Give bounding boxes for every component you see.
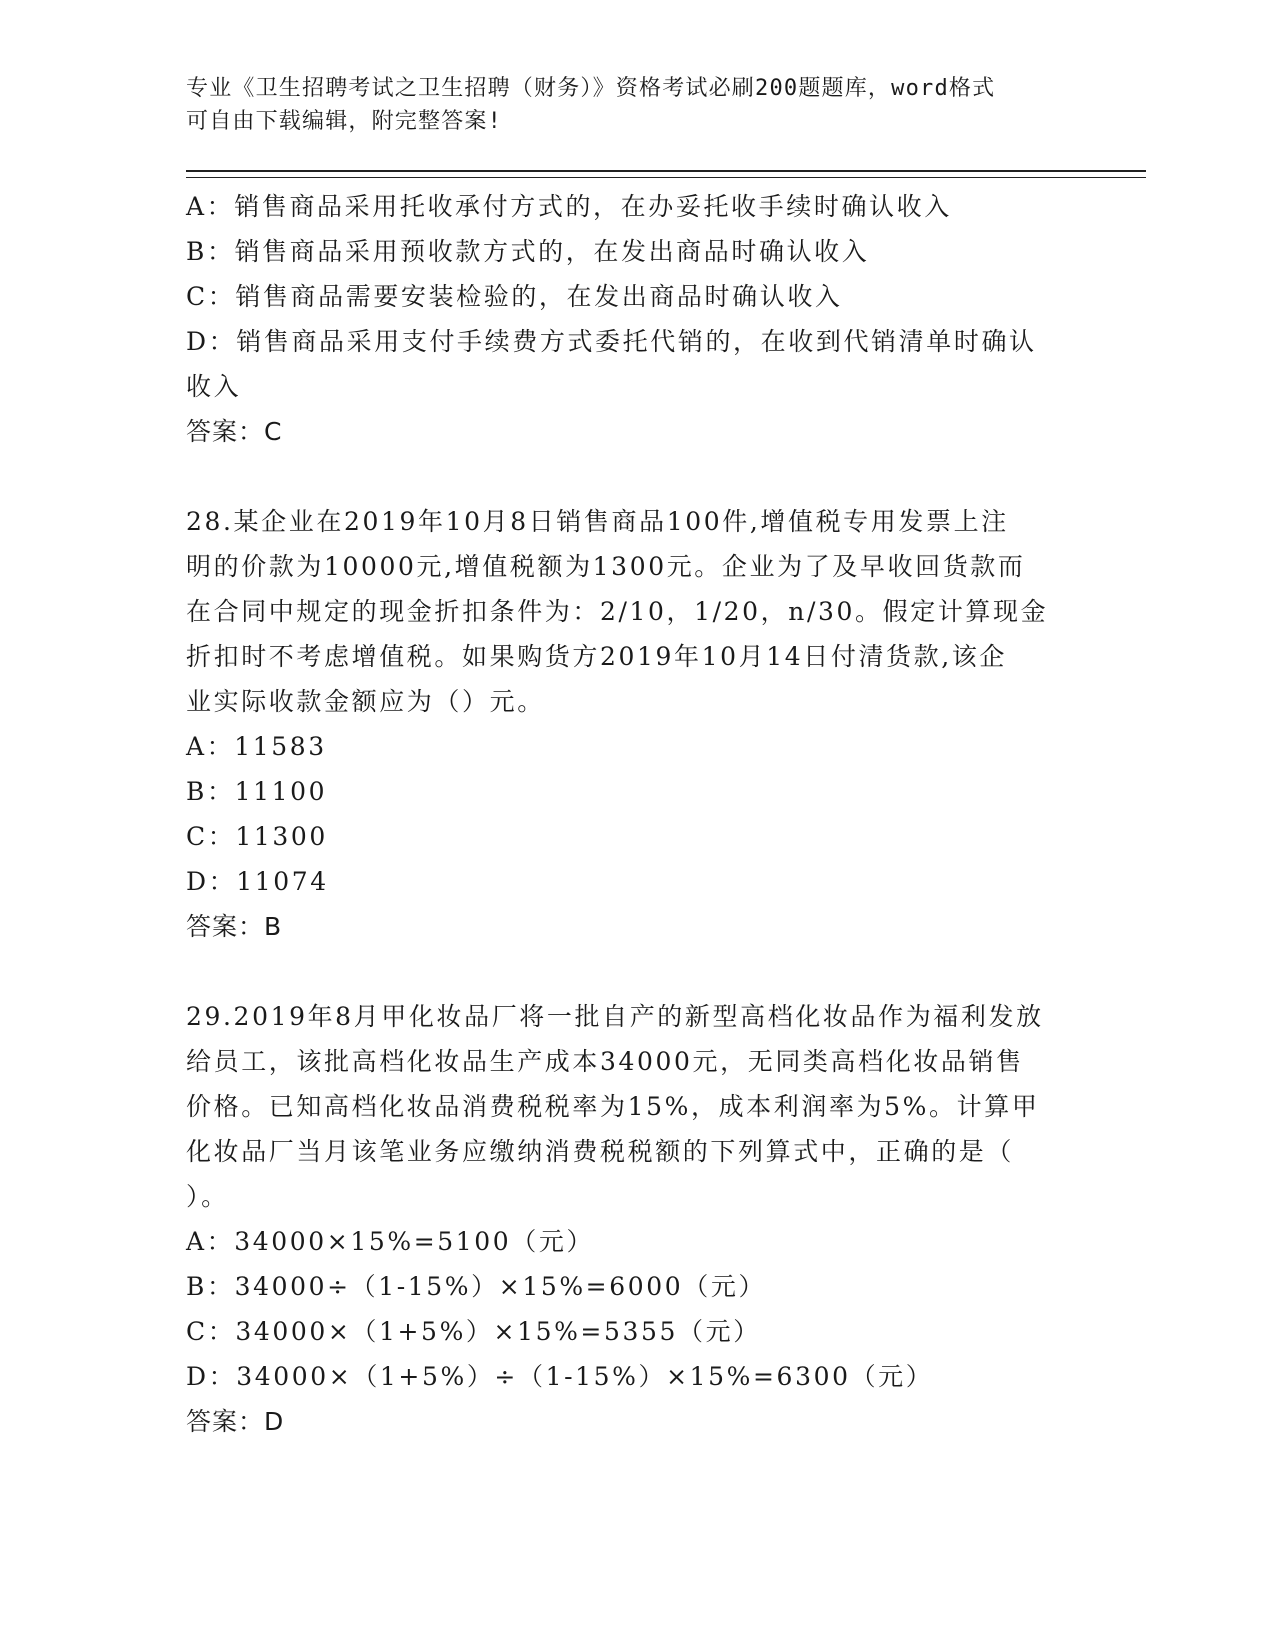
answer-29: 答案：D bbox=[186, 1407, 285, 1436]
header-line-1: 专业《卫生招聘考试之卫生招聘（财务）》资格考试必刷200题题库，word格式 bbox=[186, 76, 996, 101]
header-divider bbox=[186, 170, 1146, 178]
header-line-2: 可自由下载编辑，附完整答案! bbox=[186, 109, 503, 134]
question-stem-line: 化妆品厂当月该笔业务应缴纳消费税税额的下列算式中，正确的是（ bbox=[186, 1137, 1015, 1166]
question-27 bbox=[186, 184, 1146, 454]
option-b: B：11100 bbox=[186, 777, 328, 806]
question-list bbox=[186, 184, 1146, 1444]
option-b: B：销售商品采用预收款方式的，在发出商品时确认收入 bbox=[186, 237, 870, 266]
option-c: C：34000×（1+5%）×15%=5355（元） bbox=[186, 1317, 761, 1346]
document-header bbox=[186, 72, 1066, 138]
option-d: D：34000×（1+5%）÷（1-15%）×15%=6300（元） bbox=[186, 1362, 934, 1391]
option-d: D：11074 bbox=[186, 867, 329, 896]
document-page bbox=[186, 72, 1146, 1444]
question-stem-line: 29.2019年8月甲化妆品厂将一批自产的新型高档化妆品作为福利发放 bbox=[186, 1002, 1044, 1031]
option-b: B：34000÷（1-15%）×15%=6000（元） bbox=[186, 1272, 767, 1301]
answer-27: 答案：C bbox=[186, 417, 283, 446]
option-a: A：34000×15%=5100（元） bbox=[186, 1227, 595, 1256]
option-c: C：11300 bbox=[186, 822, 328, 851]
option-a: A：11583 bbox=[186, 732, 327, 761]
answer-28: 答案：B bbox=[186, 912, 283, 941]
question-29 bbox=[186, 994, 1146, 1444]
option-d-continued: 收入 bbox=[186, 372, 242, 401]
question-stem-line: 价格。已知高档化妆品消费税税率为15%，成本利润率为5%。计算甲 bbox=[186, 1092, 1040, 1121]
question-stem-line: 业实际收款金额应为（）元。 bbox=[186, 687, 545, 716]
option-a: A：销售商品采用托收承付方式的，在办妥托收手续时确认收入 bbox=[186, 192, 952, 221]
question-stem-line: ）。 bbox=[186, 1182, 229, 1211]
question-stem-line: 在合同中规定的现金折扣条件为：2/10，1/20，n/30。假定计算现金 bbox=[186, 597, 1049, 626]
question-stem-line: 28.某企业在2019年10月8日销售商品100件,增值税专用发票上注 bbox=[186, 507, 1009, 536]
option-d: D：销售商品采用支付手续费方式委托代销的，在收到代销清单时确认 bbox=[186, 327, 1037, 356]
option-c: C：销售商品需要安装检验的，在发出商品时确认收入 bbox=[186, 282, 843, 311]
question-28 bbox=[186, 499, 1146, 949]
spacer bbox=[186, 454, 1146, 499]
spacer bbox=[186, 949, 1146, 994]
question-stem-line: 折扣时不考虑增值税。如果购货方2019年10月14日付清货款,该企 bbox=[186, 642, 1007, 671]
question-stem-line: 给员工，该批高档化妆品生产成本34000元，无同类高档化妆品销售 bbox=[186, 1047, 1024, 1076]
question-stem-line: 明的价款为10000元,增值税额为1300元。企业为了及早收回货款而 bbox=[186, 552, 1026, 581]
